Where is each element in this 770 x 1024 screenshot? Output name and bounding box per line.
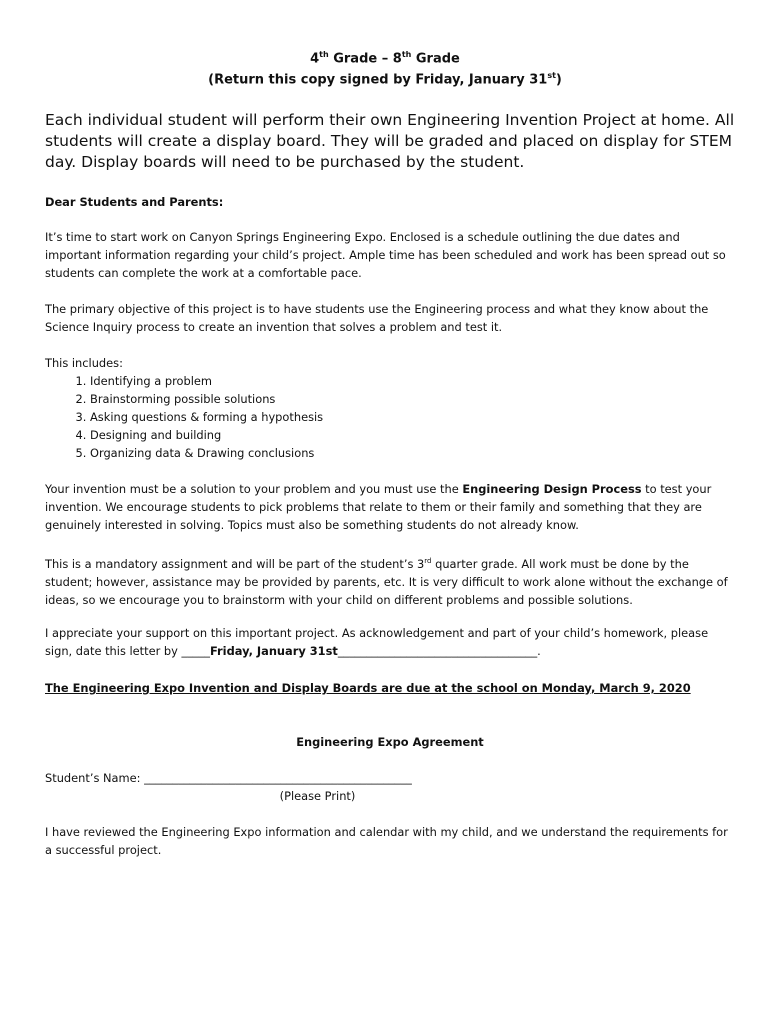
mandatory-sup: rd <box>424 557 432 565</box>
list-item: 4. Designing and building <box>90 426 735 444</box>
grade-start: 4 <box>310 51 320 67</box>
includes-label: This includes: <box>45 356 123 370</box>
list-item: 2. Brainstorming possible solutions <box>90 390 735 408</box>
salutation: Dear Students and Parents: <box>45 195 224 209</box>
list-item: 5. Organizing data & Drawing conclusions <box>90 444 735 462</box>
list-item: 3. Asking questions & forming a hypothesis <box>90 408 735 426</box>
agreement-title: Engineering Expo Agreement <box>296 735 484 749</box>
invention-text-start: Your invention must be a solution to your problem and you must use the <box>45 482 463 496</box>
return-text: (Return this copy signed by Friday, January 31 <box>208 72 548 88</box>
student-name-line: Student’s Name: _______________________________________________ <box>45 771 412 785</box>
grade-start-sup: th <box>319 50 329 59</box>
sign-text-end: ___________________________________. <box>337 644 541 658</box>
grade-end: Grade <box>411 51 460 67</box>
intro-paragraph: Each individual student will perform their own Engineering Invention Project at home. All students will create a display board. They will be graded and placed on display for STEM day. Display boards will need to be purchased by the student. <box>45 111 735 171</box>
sign-date: Friday, January 31st <box>210 644 338 658</box>
paragraph-invention <box>45 480 735 534</box>
paragraph-mandatory <box>45 552 735 609</box>
includes-section <box>45 354 735 462</box>
steps-list <box>45 372 735 462</box>
review-statement: I have reviewed the Engineering Expo information and calendar with my child, and we understand the requirements for a successful project. <box>45 825 728 857</box>
grade-mid: Grade – 8 <box>328 51 402 67</box>
list-item: 1. Identifying a problem <box>90 372 735 390</box>
mandatory-text-start: This is a mandatory assignment and will be part of the student’s 3 <box>45 556 425 571</box>
sign-text-start: I appreciate your support on this important project. As acknowledgement and part of your child’s homework, please sign, date this letter by _____ <box>45 626 709 658</box>
grade-heading <box>0 50 770 66</box>
return-end: ) <box>555 72 562 88</box>
paragraph-objective: The primary objective of this project is to have students use the Engineering process and what they know about the Science Inquiry process to create an invention that solves a problem and test it. <box>45 302 709 334</box>
return-sup: st <box>547 71 556 80</box>
due-notice: The Engineering Expo Invention and Display Boards are due at the school on Monday, March 9, 2020 <box>45 681 691 695</box>
grade-end-sup: th <box>401 50 412 59</box>
paragraph-schedule: It’s time to start work on Canyon Springs Engineering Expo. Enclosed is a schedule outlining the due dates and important information regarding your child’s project. Ample time has been scheduled and work has been spread out so students can complete the work at a comfortable pace. <box>45 230 726 280</box>
return-heading <box>0 71 770 87</box>
please-print: (Please Print) <box>279 789 356 803</box>
engineering-design-process: Engineering Design Process <box>462 482 642 496</box>
invention-text-end: to test your invention. We encourage students to pick problems that relate to them or their family and something that they are genuinely interested in solving. Topics must also be something students do not already know. <box>45 482 712 532</box>
mandatory-text-end: quarter grade. All work must be done by the student; however, assistance may be provided by parents, etc. It is very difficult to work alone without the exchange of ideas, so we encourage you to brainstorm with your child on different problems and possible solutions. <box>45 556 728 607</box>
paragraph-sign <box>45 624 735 660</box>
